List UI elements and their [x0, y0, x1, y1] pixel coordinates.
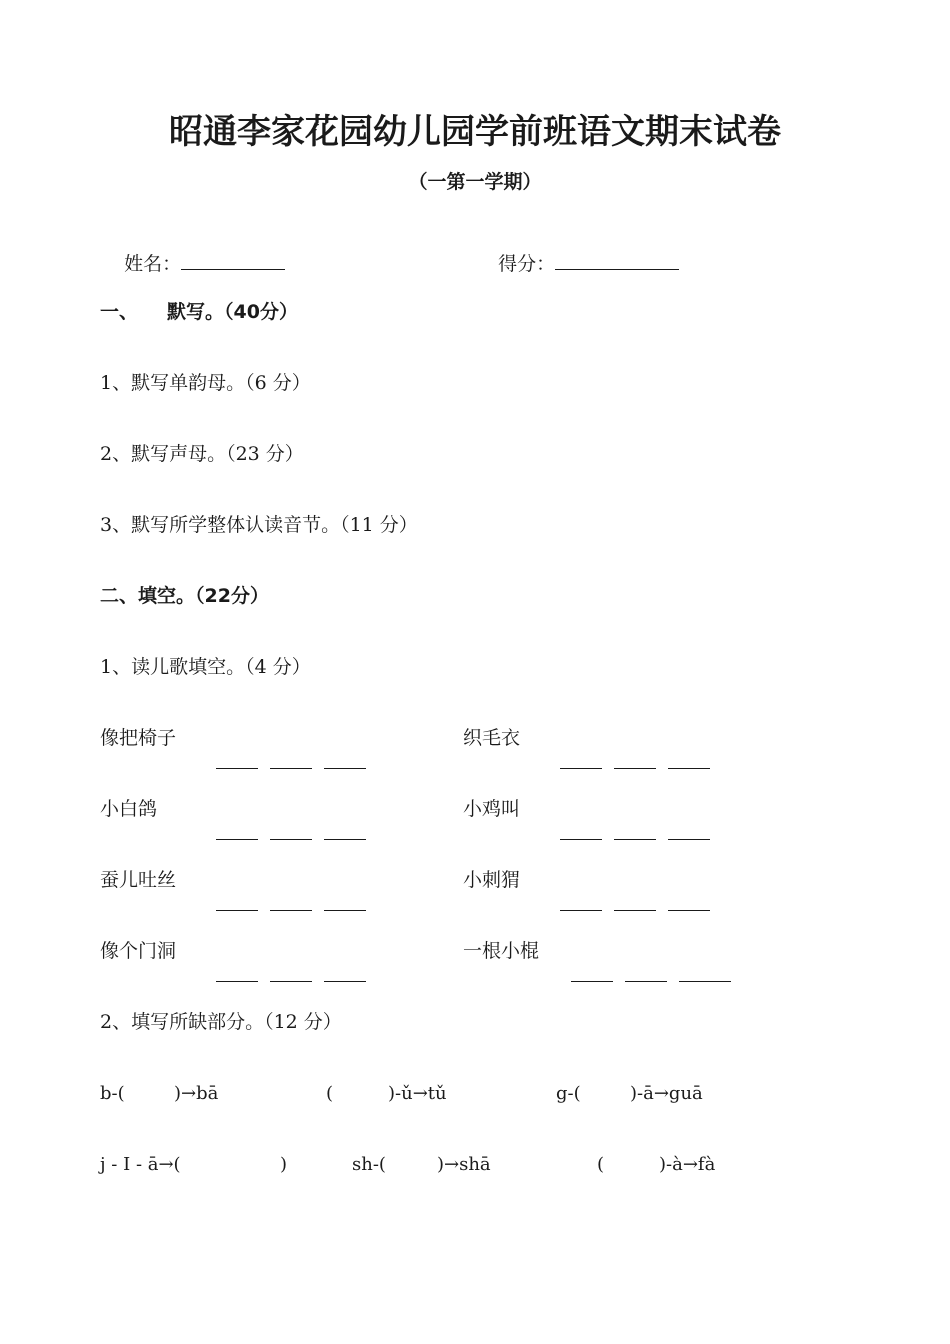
answer-blank[interactable]	[324, 821, 366, 840]
answer-blank[interactable]	[324, 892, 366, 911]
exam-title: 昭通李家花园幼儿园学前班语文期末试卷	[169, 112, 781, 152]
answer-blank[interactable]	[560, 821, 602, 840]
section2-question-2: 2、填写所缺部分。（12 分）	[100, 1011, 342, 1033]
rhyme-left-2: 小白鸽	[100, 798, 158, 820]
answer-blank[interactable]	[679, 963, 731, 982]
rhyme-left-3-blanks	[192, 873, 366, 934]
answer-blank[interactable]	[614, 892, 656, 911]
rhyme-left-2-blanks	[192, 802, 366, 863]
rhyme-right-4-blanks	[547, 944, 731, 1005]
answer-blank[interactable]	[270, 892, 312, 911]
section1-heading: 默写。（40分）	[167, 301, 298, 323]
name-label: 姓名：	[124, 253, 182, 275]
rhyme-right-1-blanks	[536, 731, 710, 792]
section1-item-2: 2、默写声母。（23 分）	[100, 443, 304, 465]
score-field-row	[474, 232, 679, 293]
rhyme-left-1-blanks	[192, 731, 366, 792]
answer-blank[interactable]	[324, 963, 366, 982]
name-field-row	[100, 232, 285, 293]
rhyme-right-2: 小鸡叫	[463, 798, 521, 820]
section2-heading: 二、填空。（22分）	[100, 585, 269, 607]
section1-number: 一、	[100, 301, 139, 323]
answer-blank[interactable]	[614, 821, 656, 840]
pinyin-3-start: g-(	[556, 1083, 581, 1104]
answer-blank[interactable]	[270, 821, 312, 840]
semester-subtitle: （一第一学期）	[408, 171, 542, 193]
answer-blank[interactable]	[324, 750, 366, 769]
answer-blank[interactable]	[216, 821, 258, 840]
score-blank[interactable]	[555, 251, 679, 270]
rhyme-right-4: 一根小棍	[463, 940, 540, 962]
rhyme-left-4: 像个门洞	[100, 940, 177, 962]
pinyin-6-end: )-à→fà	[659, 1154, 716, 1175]
pinyin-4-end: )	[280, 1154, 288, 1175]
pinyin-5-end: )→shā	[437, 1154, 491, 1175]
rhyme-left-3: 蚕儿吐丝	[100, 869, 177, 891]
pinyin-1-end: )→bā	[174, 1083, 219, 1104]
answer-blank[interactable]	[270, 750, 312, 769]
pinyin-5-start: sh-(	[352, 1154, 386, 1175]
name-blank[interactable]	[181, 251, 285, 270]
answer-blank[interactable]	[668, 750, 710, 769]
pinyin-1-start: b-(	[100, 1083, 125, 1104]
score-label: 得分：	[498, 253, 556, 275]
answer-blank[interactable]	[216, 963, 258, 982]
answer-blank[interactable]	[216, 892, 258, 911]
answer-blank[interactable]	[270, 963, 312, 982]
answer-blank[interactable]	[614, 750, 656, 769]
pinyin-2-end: )-ǔ→tǔ	[388, 1083, 447, 1104]
section2-question-1: 1、读儿歌填空。（4 分）	[100, 656, 311, 678]
answer-blank[interactable]	[560, 892, 602, 911]
rhyme-left-4-blanks	[192, 944, 366, 1005]
rhyme-right-2-blanks	[536, 802, 710, 863]
answer-blank[interactable]	[560, 750, 602, 769]
pinyin-3-end: )-ā→guā	[630, 1083, 703, 1104]
rhyme-right-1: 织毛衣	[463, 727, 521, 749]
answer-blank[interactable]	[668, 892, 710, 911]
pinyin-4-start: j - I - ā→(	[100, 1154, 181, 1175]
section1-item-3: 3、默写所学整体认读音节。（11 分）	[100, 514, 418, 536]
rhyme-right-3: 小刺猬	[463, 869, 521, 891]
answer-blank[interactable]	[625, 963, 667, 982]
rhyme-left-1: 像把椅子	[100, 727, 177, 749]
answer-blank[interactable]	[216, 750, 258, 769]
pinyin-2-start: (	[326, 1083, 334, 1104]
answer-blank[interactable]	[668, 821, 710, 840]
rhyme-right-3-blanks	[536, 873, 710, 934]
answer-blank[interactable]	[571, 963, 613, 982]
pinyin-6-start: (	[597, 1154, 605, 1175]
section1-item-1: 1、默写单韵母。（6 分）	[100, 372, 311, 394]
